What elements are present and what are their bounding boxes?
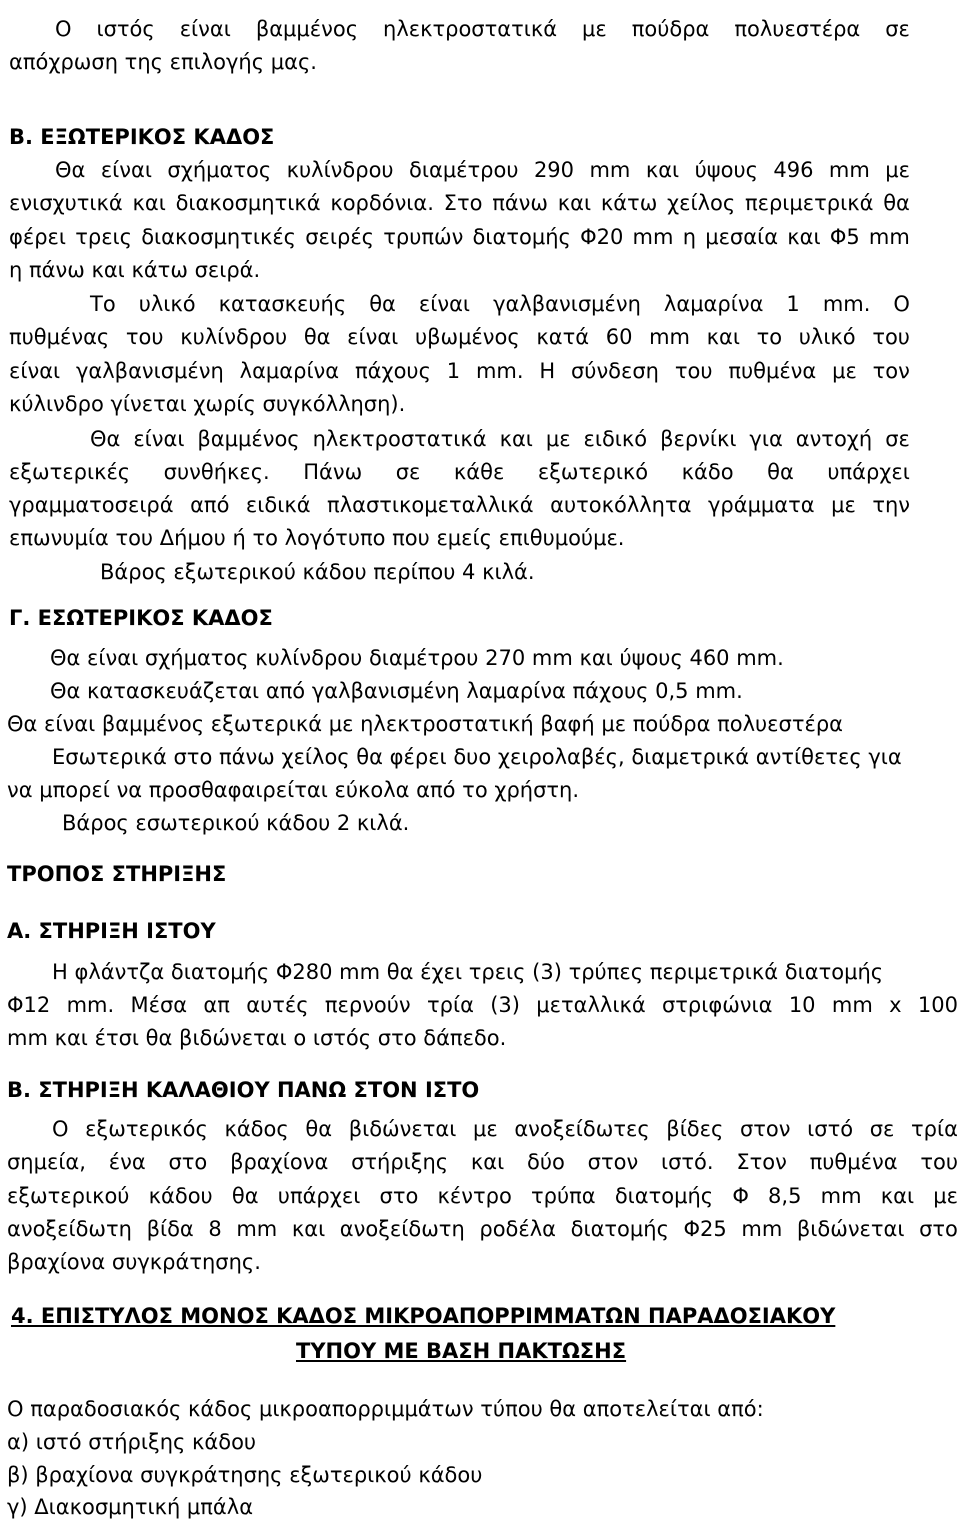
text-line: Β. ΕΞΩΤΕΡΙΚΟΣ ΚΑΔΟΣ <box>9 125 275 149</box>
word: θα <box>369 292 396 316</box>
word: ιστό. <box>660 1150 714 1174</box>
word: Ο <box>893 292 910 316</box>
word: mm <box>236 1217 278 1241</box>
word: με <box>831 493 856 517</box>
word: τρύπα <box>531 1184 596 1208</box>
word: εξωτερικό <box>537 460 649 484</box>
word: στριφώνια <box>661 993 773 1017</box>
text-line <box>9 460 910 484</box>
word: θα <box>767 460 794 484</box>
word: σε <box>869 1117 895 1141</box>
word: mm. <box>66 993 115 1017</box>
text-line: 4. ΕΠΙΣΤΥΛΟΣ ΜΟΝΟΣ ΚΑΔΟΣ ΜΙΚΡΟΑΠΟΡΡΙΜΜΑΤΩΝ ΠΑΡΑΔΟΣΙΑΚΟΥ <box>11 1304 836 1328</box>
word: με <box>472 1117 498 1141</box>
word: πυθμένας <box>9 325 110 349</box>
word: και <box>557 191 592 215</box>
word: 8 <box>208 1217 222 1241</box>
word: κάτω <box>600 191 658 215</box>
word: και <box>470 1150 505 1174</box>
word: και <box>291 1217 326 1241</box>
text-line: Ο παραδοσιακός κάδος μικροαπορριμμάτων τύπου θα αποτελείται από: <box>7 1397 764 1421</box>
word: γράμματα <box>707 493 815 517</box>
word: ειδικό <box>583 427 648 451</box>
word: διαμέτρου <box>409 158 519 182</box>
text-line <box>9 493 910 517</box>
word: υλικό <box>798 325 856 349</box>
word: σε <box>885 17 910 41</box>
word: πολυεστέρα <box>734 17 861 41</box>
word: είναι <box>133 427 185 451</box>
word: μεσαία <box>705 225 779 249</box>
word: ιστό <box>807 1117 854 1141</box>
word: περνούν <box>324 993 411 1017</box>
word: υλικό <box>138 292 196 316</box>
word: πλαστικομεταλλικά <box>327 493 534 517</box>
text-line <box>9 225 910 249</box>
word: για <box>749 427 783 451</box>
word: με <box>933 1184 958 1208</box>
word: πούδρα <box>631 17 710 41</box>
word: κάδου <box>148 1184 213 1208</box>
word: και <box>880 1184 915 1208</box>
text-line: γ) Διακοσμητική μπάλα <box>7 1495 254 1519</box>
word: και <box>499 427 533 451</box>
word: από <box>190 493 230 517</box>
text-line <box>90 427 910 451</box>
word: γραμματοσειρά <box>9 493 174 517</box>
word: και <box>787 225 821 249</box>
word: είναι <box>347 325 399 349</box>
word: και <box>132 191 166 215</box>
text-line <box>7 993 958 1017</box>
word: βίδες <box>666 1117 724 1141</box>
word: mm <box>868 225 910 249</box>
word: ανοξείδωτες <box>514 1117 650 1141</box>
word: σχήματος <box>167 158 272 182</box>
text-line: να μπορεί να προσθαφαιρείται εύκολα από το χρήστη. <box>7 778 580 802</box>
word: εξωτερικές <box>9 460 131 484</box>
text-line <box>55 158 910 182</box>
word: Φ12 <box>7 993 51 1017</box>
text-line <box>90 292 910 316</box>
word: 8,5 <box>768 1184 802 1208</box>
word: πυθμένα <box>728 359 817 383</box>
word: υπάρχει <box>827 460 910 484</box>
word: κυλίνδρου <box>286 158 394 182</box>
word: διατομής <box>614 1184 714 1208</box>
word: 496 <box>773 158 814 182</box>
word: θα <box>305 1117 333 1141</box>
word: του <box>872 325 910 349</box>
text-line: Θα είναι βαμμένος εξωτερικά με ηλεκτροστατική βαφή με πούδρα πολυεστέρα <box>7 712 844 736</box>
text-line: βραχίονα συγκράτησης. <box>7 1250 261 1274</box>
word: με <box>885 158 910 182</box>
word: Φ <box>732 1184 749 1208</box>
word: mm <box>632 225 674 249</box>
word: 1 <box>446 359 461 383</box>
word: κυλίνδρου <box>180 325 288 349</box>
word: Η <box>539 359 556 383</box>
word: Ο <box>52 1117 69 1141</box>
word: 290 <box>533 158 575 182</box>
word: mm <box>831 993 873 1017</box>
text-line: η πάνω και κάτω σειρά. <box>9 258 261 282</box>
text-line: Η φλάντζα διατομής Φ280 mm θα έχει τρεις (3) τρύπες περιμετρικά διατομής <box>52 960 884 984</box>
text-line <box>55 17 910 41</box>
word: βαμμένος <box>255 17 359 41</box>
word: λαμαρίνα <box>239 359 340 383</box>
word: κατά <box>536 325 590 349</box>
word: απ <box>203 993 230 1017</box>
word: Μέσα <box>130 993 188 1017</box>
text-line: ΤΥΠΟΥ ΜΕ ΒΑΣΗ ΠΑΚΤΩΣΗΣ <box>296 1339 627 1363</box>
word: στο <box>379 1184 419 1208</box>
word: mm <box>589 158 631 182</box>
text-line <box>52 1117 958 1141</box>
word: και <box>706 325 740 349</box>
word: είναι <box>179 17 231 41</box>
word: Πάνω <box>303 460 363 484</box>
word: 1 <box>786 292 800 316</box>
text-line <box>7 1217 958 1241</box>
word: τον <box>872 359 910 383</box>
word: στο <box>168 1150 208 1174</box>
word: mm <box>649 325 690 349</box>
word: την <box>872 493 910 517</box>
word: κάθε <box>453 460 505 484</box>
text-line: επωνυμία του Δήμου ή το λογότυπο που εμείς επιθυμούμε. <box>9 526 625 550</box>
word: θα <box>883 191 910 215</box>
word: με <box>582 17 607 41</box>
word: κορδόνια. <box>330 191 434 215</box>
word: του <box>920 1150 958 1174</box>
word: πάχους <box>354 359 431 383</box>
word: ύψους <box>694 158 758 182</box>
word: μεταλλικά <box>536 993 646 1017</box>
word: mm. <box>475 359 524 383</box>
word: (3) <box>490 993 520 1017</box>
word: mm <box>741 1217 783 1241</box>
word: πάνω <box>492 191 548 215</box>
word: Στο <box>443 191 483 215</box>
word: είναι <box>100 158 152 182</box>
word: κάδο <box>681 460 734 484</box>
word: βερνίκι <box>660 427 737 451</box>
word: στο <box>919 1217 958 1241</box>
word: υπάρχει <box>277 1184 361 1208</box>
word: του <box>125 325 164 349</box>
word: σημεία, <box>7 1150 86 1174</box>
word: ροδέλα <box>479 1217 557 1241</box>
text-line <box>9 191 910 215</box>
text-line: mm και έτσι θα βιδώνεται ο ιστός στο δάπεδο. <box>7 1026 507 1050</box>
text-line: Θα είναι σχήματος κυλίνδρου διαμέτρου 270 mm και ύψους 460 mm. <box>50 646 784 670</box>
word: φέρει <box>9 225 66 249</box>
word: στον <box>739 1117 791 1141</box>
word: σειρές <box>305 225 375 249</box>
word: στήριξης <box>351 1150 449 1174</box>
text-line: ΤΡΟΠΟΣ ΣΤΗΡΙΞΗΣ <box>7 862 227 886</box>
word: ανοξείδωτη <box>339 1217 465 1241</box>
word: ειδικά <box>245 493 311 517</box>
word: θα <box>231 1184 259 1208</box>
word: γαλβανισμένη <box>75 359 224 383</box>
word: βίδα <box>146 1217 194 1241</box>
text-line: κύλινδρο γίνεται χωρίς συγκόλληση). <box>9 392 406 416</box>
word: αυτοκόλλητα <box>550 493 692 517</box>
word: Ο <box>55 17 72 41</box>
word: mm. <box>822 292 871 316</box>
word: ιστός <box>96 17 155 41</box>
word: mm <box>828 158 870 182</box>
word: συνθήκες. <box>163 460 270 484</box>
word: με <box>832 359 857 383</box>
word: κέντρο <box>437 1184 512 1208</box>
text-line: β) βραχίονα συγκράτησης εξωτερικού κάδου <box>7 1463 483 1487</box>
word: 100 <box>917 993 958 1017</box>
word: ένα <box>108 1150 146 1174</box>
word: διακοσμητικά <box>175 191 321 215</box>
word: είναι <box>9 359 61 383</box>
text-line <box>9 359 910 383</box>
word: ενισχυτικά <box>9 191 123 215</box>
word: x <box>889 993 902 1017</box>
word: τρία <box>911 1117 958 1141</box>
word: τρεις <box>75 225 132 249</box>
word: γαλβανισμένη <box>493 292 641 316</box>
word: με <box>545 427 571 451</box>
word: υβωμένος <box>414 325 520 349</box>
word: εξωτερικός <box>85 1117 208 1141</box>
word: Θα <box>55 158 86 182</box>
word: βιδώνεται <box>348 1117 457 1141</box>
text-line <box>7 1150 958 1174</box>
text-line: απόχρωση της επιλογής μας. <box>9 50 317 74</box>
word: κατασκευής <box>218 292 347 316</box>
text-line: Β. ΣΤΗΡΙΞΗ ΚΑΛΑΘΙΟΥ ΠΑΝΩ ΣΤΟΝ ΙΣΤΟ <box>7 1078 480 1102</box>
word: χείλος <box>667 191 736 215</box>
word: του <box>674 359 713 383</box>
word: θα <box>303 325 331 349</box>
text-line: Βάρος εσωτερικού κάδου 2 κιλά. <box>62 811 410 835</box>
word: τρυπών <box>383 225 464 249</box>
word: ανοξείδωτη <box>7 1217 132 1241</box>
word: δύο <box>527 1150 565 1174</box>
word: Στον <box>736 1150 787 1174</box>
word: και <box>645 158 680 182</box>
word: 60 <box>605 325 633 349</box>
word: εξωτερικού <box>7 1184 130 1208</box>
word: κάδος <box>224 1117 289 1141</box>
word: σε <box>885 427 910 451</box>
word: Θα <box>90 427 121 451</box>
text-line: Α. ΣΤΗΡΙΞΗ ΙΣΤΟΥ <box>7 919 216 943</box>
word: Το <box>90 292 116 316</box>
text-line: Γ. ΕΣΩΤΕΡΙΚΟΣ ΚΑΔΟΣ <box>9 606 273 630</box>
word: Φ25 <box>683 1217 727 1241</box>
word: το <box>756 325 783 349</box>
text-line <box>7 1184 958 1208</box>
word: ηλεκτροστατικά <box>383 17 558 41</box>
text-line: α) ιστό στήριξης κάδου <box>7 1430 257 1454</box>
word: σύνδεση <box>570 359 659 383</box>
word: σε <box>395 460 421 484</box>
text-line: Βάρος εξωτερικού κάδου περίπου 4 κιλά. <box>100 560 535 584</box>
word: Φ20 <box>580 225 624 249</box>
word: διατομής <box>472 225 571 249</box>
word: βαμμένος <box>197 427 300 451</box>
word: περιμετρικά <box>744 191 874 215</box>
word: διατομής <box>570 1217 669 1241</box>
word: βιδώνεται <box>796 1217 905 1241</box>
text-line: Εσωτερικά στο πάνω χείλος θα φέρει δυο χειρολαβές, διαμετρικά αντίθετες για <box>52 745 902 769</box>
word: αυτές <box>246 993 309 1017</box>
word: η <box>682 225 696 249</box>
word: στον <box>587 1150 639 1174</box>
word: λαμαρίνα <box>663 292 764 316</box>
word: διακοσμητικές <box>141 225 297 249</box>
word: είναι <box>418 292 471 316</box>
text-line: Θα κατασκευάζεται από γαλβανισμένη λαμαρίνα πάχους 0,5 mm. <box>50 679 743 703</box>
word: βραχίονα <box>230 1150 329 1174</box>
word: ηλεκτροστατικά <box>312 427 487 451</box>
word: αντοχή <box>795 427 873 451</box>
word: πυθμένα <box>809 1150 898 1174</box>
word: 10 <box>788 993 816 1017</box>
word: mm <box>820 1184 862 1208</box>
word: Φ5 <box>829 225 860 249</box>
text-line <box>9 325 910 349</box>
word: τρία <box>426 993 474 1017</box>
